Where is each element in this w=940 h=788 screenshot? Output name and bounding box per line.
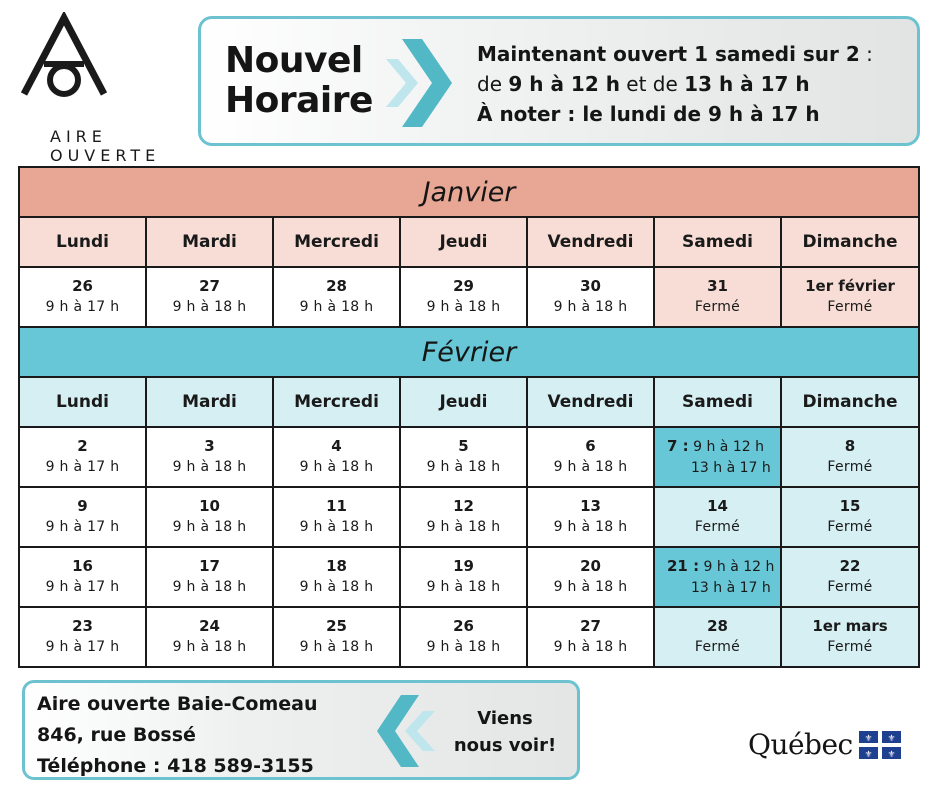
day-hours: 9 h à 17 h [45, 459, 120, 475]
weekday-header: Mercredi [274, 378, 401, 426]
day-hours: 9 h à 18 h [426, 579, 501, 595]
day-hours: 9 h à 18 h [172, 459, 247, 475]
day-number: 22 [839, 557, 861, 575]
day-cell-open-saturday [655, 548, 782, 606]
open-saturday-line-1 [667, 436, 764, 458]
day-cell [274, 608, 401, 666]
week-row-february-2 [20, 488, 918, 548]
day-number: 8 [844, 437, 856, 455]
day-cell-weekend [782, 268, 918, 326]
month-title-february: Février [20, 328, 918, 378]
quebec-wordmark: Québec [748, 728, 853, 761]
day-cell [274, 428, 401, 486]
day-cell [147, 608, 274, 666]
weekday-header: Mardi [147, 378, 274, 426]
weekday-header: Mardi [147, 218, 274, 266]
week-row-january [20, 268, 918, 328]
day-hours: Fermé [827, 579, 873, 595]
day-hours: 9 h à 17 h [45, 639, 120, 655]
day-number: 27 [199, 277, 220, 295]
day-cell [147, 488, 274, 546]
day-hours: 9 h à 18 h [426, 299, 501, 315]
day-cell [401, 608, 528, 666]
day-hours: 9 h à 18 h [299, 639, 374, 655]
open-saturday-line-1 [667, 556, 774, 578]
svg-text:⚜: ⚜ [864, 749, 873, 759]
weekday-header: Lundi [20, 378, 147, 426]
day-number: 26 [72, 277, 93, 295]
quebec-government-logo [748, 728, 901, 761]
weekday-header: Jeudi [401, 378, 528, 426]
day-number: 26 [453, 617, 474, 635]
day-hours: Fermé [694, 639, 741, 655]
logo-line-1: AIRE [50, 127, 107, 146]
day-hours: 9 h à 18 h [299, 459, 374, 475]
day-hours: 9 h à 17 h [45, 579, 120, 595]
day-hours-morning: 9 h à 12 h [688, 438, 764, 455]
day-hours: 9 h à 18 h [426, 639, 501, 655]
day-number: 25 [326, 617, 347, 635]
day-cell [528, 268, 655, 326]
day-number: 7 : [667, 436, 689, 455]
cta-line-1: Viens [477, 708, 533, 729]
day-number: 27 [580, 617, 601, 635]
week-row-february-1 [20, 428, 918, 488]
day-cell [528, 548, 655, 606]
day-cell [528, 608, 655, 666]
tent-logo-icon [18, 12, 118, 102]
day-cell [528, 488, 655, 546]
day-cell [20, 428, 147, 486]
cta-line-2: nous voir! [453, 735, 557, 756]
day-number: 11 [326, 497, 347, 515]
day-hours: 9 h à 18 h [553, 519, 628, 535]
week-row-february-3 [20, 548, 918, 608]
day-number: 1er février [805, 277, 895, 295]
day-number: 12 [453, 497, 474, 515]
banner-info [477, 39, 917, 129]
day-number: 13 [580, 497, 601, 515]
day-cell [147, 428, 274, 486]
weekday-header: Vendredi [528, 218, 655, 266]
day-number: 2 [77, 437, 88, 455]
chevron-left-icon [375, 693, 437, 769]
day-cell [147, 548, 274, 606]
day-hours: Fermé [827, 639, 873, 655]
weekday-header-february [20, 378, 918, 428]
banner-title [225, 41, 373, 121]
location-name: Aire ouverte Baie-Comeau [37, 693, 318, 715]
day-hours: 9 h à 18 h [299, 519, 374, 535]
day-cell [401, 268, 528, 326]
day-hours: Fermé [827, 299, 873, 315]
day-number: 30 [580, 277, 601, 295]
day-number: 9 [77, 497, 88, 515]
day-hours: 9 h à 18 h [553, 299, 628, 315]
weekday-header: Samedi [655, 218, 782, 266]
day-number: 3 [204, 437, 215, 455]
weekday-header: Dimanche [782, 378, 918, 426]
week-row-february-4 [20, 608, 918, 666]
day-hours: 9 h à 18 h [553, 639, 628, 655]
day-cell [147, 268, 274, 326]
contact-box [22, 680, 580, 780]
banner-title-line-1: Nouvel [225, 40, 363, 81]
day-hours: Fermé [694, 519, 741, 535]
day-cell-weekend [655, 268, 782, 326]
day-hours: 9 h à 18 h [172, 519, 247, 535]
day-hours: 9 h à 18 h [172, 299, 247, 315]
day-number: 28 [707, 617, 728, 635]
day-hours: Fermé [694, 299, 741, 315]
day-cell [20, 608, 147, 666]
day-cell-weekend [655, 608, 782, 666]
day-hours: 9 h à 18 h [299, 579, 374, 595]
saturday-notice-colon: : [859, 42, 873, 66]
chevron-right-icon [384, 37, 454, 129]
day-cell [401, 548, 528, 606]
day-number: 29 [453, 277, 474, 295]
day-cell-weekend [782, 548, 918, 606]
day-hours-afternoon: 13 h à 17 h [691, 579, 771, 596]
day-number: 6 [585, 437, 596, 455]
svg-text:⚜: ⚜ [887, 749, 896, 759]
banner-title-line-2: Horaire [225, 80, 373, 121]
day-cell-open-saturday [655, 428, 782, 486]
day-number: 21 : [667, 556, 700, 575]
weekday-header-january [20, 218, 918, 268]
day-number: 18 [326, 557, 347, 575]
street-address: 846, rue Bossé [37, 724, 196, 746]
aire-ouverte-logo [18, 12, 193, 165]
weekday-header: Mercredi [274, 218, 401, 266]
schedule-calendar [18, 166, 920, 668]
banner-info-line-2 [477, 69, 917, 99]
day-number: 14 [707, 497, 728, 515]
weekday-header: Dimanche [782, 218, 918, 266]
day-hours: 9 h à 18 h [553, 579, 628, 595]
svg-text:⚜: ⚜ [864, 733, 873, 744]
month-title-january: Janvier [20, 168, 918, 218]
phone-number: Téléphone : 418 589-3155 [37, 755, 314, 777]
day-hours: 9 h à 18 h [172, 639, 247, 655]
morning-hours: 9 h à 12 h [508, 72, 620, 96]
day-cell [401, 488, 528, 546]
logo-wordmark [50, 127, 160, 165]
day-number: 28 [326, 277, 347, 295]
day-cell [401, 428, 528, 486]
day-number: 31 [707, 277, 728, 295]
day-hours: 9 h à 18 h [426, 459, 501, 475]
day-hours-morning: 9 h à 12 h [699, 558, 775, 575]
day-cell-weekend [782, 608, 918, 666]
day-cell [274, 268, 401, 326]
day-cell [20, 548, 147, 606]
afternoon-hours: 13 h à 17 h [684, 72, 810, 96]
weekday-header: Vendredi [528, 378, 655, 426]
banner-info-line-1 [477, 39, 917, 69]
day-hours: 9 h à 17 h [45, 519, 120, 535]
day-number: 4 [331, 437, 342, 455]
day-cell-weekend [782, 428, 918, 486]
schedule-banner [198, 16, 920, 146]
svg-text:⚜: ⚜ [887, 733, 896, 744]
day-number: 15 [839, 497, 861, 515]
day-cell [528, 428, 655, 486]
weekday-header: Lundi [20, 218, 147, 266]
day-cell [20, 488, 147, 546]
contact-details [37, 689, 318, 782]
day-cell [274, 548, 401, 606]
day-number: 5 [458, 437, 469, 455]
day-hours-afternoon: 13 h à 17 h [691, 459, 771, 476]
day-hours: 9 h à 18 h [553, 459, 628, 475]
day-number: 1er mars [812, 617, 888, 635]
hours-connector: et de [619, 72, 685, 96]
day-hours: Fermé [827, 459, 873, 475]
day-cell-weekend [655, 488, 782, 546]
day-number: 20 [580, 557, 601, 575]
weekday-header: Jeudi [401, 218, 528, 266]
day-cell [20, 268, 147, 326]
day-hours: 9 h à 18 h [426, 519, 501, 535]
day-hours: 9 h à 18 h [172, 579, 247, 595]
day-number: 16 [72, 557, 93, 575]
saturday-notice: Maintenant ouvert 1 samedi sur 2 [477, 42, 860, 66]
quebec-flag-icon [859, 731, 901, 759]
day-hours: 9 h à 17 h [45, 299, 120, 315]
day-number: 10 [199, 497, 220, 515]
weekday-header: Samedi [655, 378, 782, 426]
day-hours: 9 h à 18 h [299, 299, 374, 315]
hours-prefix: de [477, 72, 509, 96]
day-number: 17 [199, 557, 220, 575]
logo-line-2: OUVERTE [50, 146, 161, 165]
day-number: 24 [199, 617, 220, 635]
day-number: 19 [453, 557, 474, 575]
banner-info-line-3: À noter : le lundi de 9 h à 17 h [477, 102, 820, 126]
day-hours: Fermé [827, 519, 873, 535]
visit-us-callout [435, 705, 575, 759]
day-cell-weekend [782, 488, 918, 546]
day-cell [274, 488, 401, 546]
day-number: 23 [72, 617, 93, 635]
